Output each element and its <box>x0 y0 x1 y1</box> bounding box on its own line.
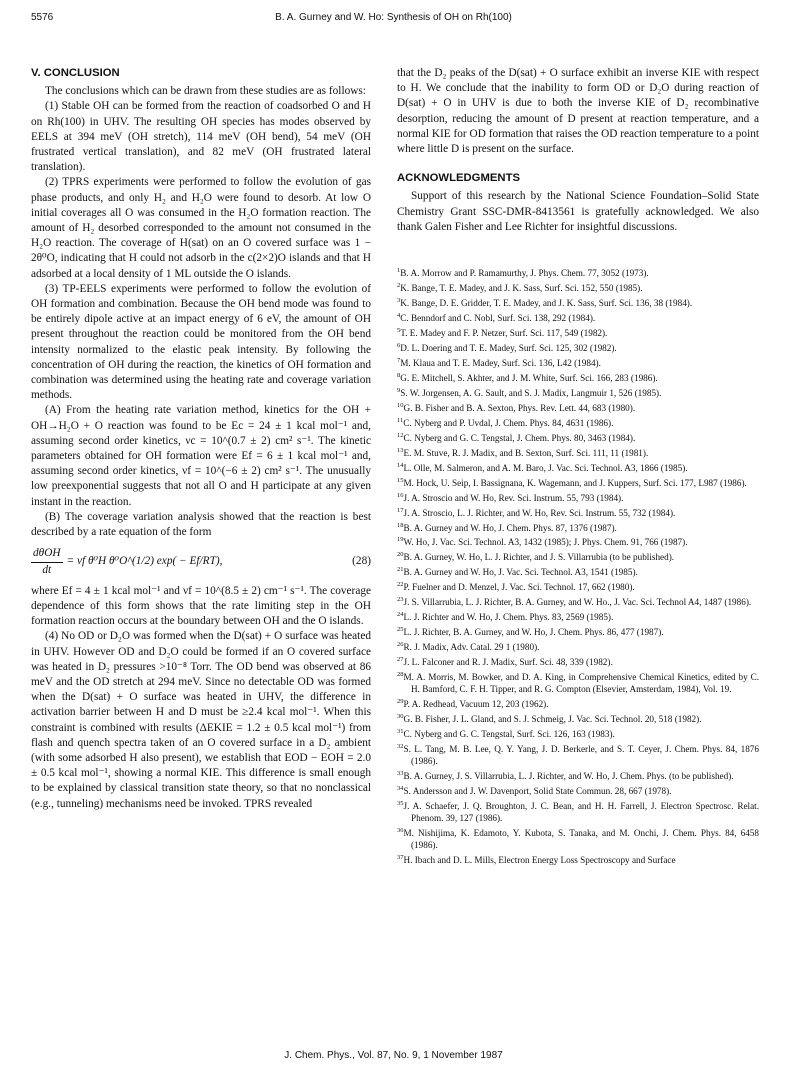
reference-number: 29 <box>397 698 404 706</box>
reference-number: 11 <box>397 416 404 424</box>
reference-number: 10 <box>397 401 404 409</box>
reference-item <box>397 783 759 798</box>
reference-number: 6 <box>397 341 401 349</box>
reference-item <box>397 825 759 852</box>
journal-footer: J. Chem. Phys., Vol. 87, No. 9, 1 November 1987 <box>284 1050 503 1061</box>
reference-item <box>397 624 759 639</box>
reference-text: G. B. Fisher and B. A. Sexton, Phys. Rev. Lett. 44, 683 (1980). <box>403 402 636 413</box>
reference-item <box>397 534 759 549</box>
reference-item <box>397 415 759 430</box>
reference-item <box>397 798 759 825</box>
reference-item <box>397 310 759 325</box>
reference-text: B. A. Gurney and W. Ho, J. Vac. Sci. Technol. A3, 1541 (1985). <box>403 567 638 578</box>
reference-item <box>397 430 759 445</box>
reference-number: 12 <box>397 431 404 439</box>
reference-item <box>397 505 759 520</box>
reference-text: L. J. Richter and W. Ho, J. Chem. Phys. 83, 2569 (1985). <box>403 612 614 623</box>
reference-text: W. Ho, J. Vac. Sci. Technol. A3, 1432 (1985); J. Phys. Chem. 91, 766 (1987). <box>403 537 688 548</box>
reference-item <box>397 340 759 355</box>
reference-item <box>397 669 759 696</box>
reference-item <box>397 741 759 768</box>
reference-text: B. A. Gurney, J. S. Villarrubia, L. J. Richter, and W. Ho, J. Chem. Phys. (to be published). <box>403 770 734 781</box>
reference-number: 14 <box>397 461 404 469</box>
reference-item <box>397 385 759 400</box>
reference-number: 16 <box>397 491 404 499</box>
reference-number: 15 <box>397 476 404 484</box>
right-column <box>397 66 759 867</box>
conclusion-point-b-cont: where Ef = 4 ± 1 kcal mol⁻¹ and νf = 10^(8.5 ± 2) cm⁻¹ s⁻¹. The coverage dependence of this form shows that the rate limiting step in the OH formation reaction occurs at the boundary between OH and the O islands. <box>31 584 371 628</box>
reference-item <box>397 639 759 654</box>
reference-number: 35 <box>397 799 404 807</box>
reference-number: 27 <box>397 656 404 664</box>
reference-number: 1 <box>397 267 401 275</box>
reference-text: J. A. Schaefer, J. Q. Broughton, J. C. Bean, and H. H. Farrell, J. Electron Spectrosc. Relat. Phenom. 39, 127 (1986). <box>403 800 759 823</box>
reference-text: T. E. Madey and F. P. Netzer, Surf. Sci. 117, 549 (1982). <box>400 327 608 338</box>
reference-number: 21 <box>397 566 404 574</box>
reference-text: M. A. Morris, M. Bowker, and D. A. King, in Comprehensive Chemical Kinetics, edited by C. H. Bamford, C. F. H. Tipper, and R. G. Compton (Elsevier, Amsterdam, 1984), Vol. 19. <box>403 672 759 695</box>
conclusion-point-4: (4) No OD or D₂O was formed when the D(sat) + O surface was heated in UHV. However OD and D₂O could be formed if an O covered surface was heated in D₂ pressures >10⁻⁸ Torr. The OD bend was observed at 86 meV and the OD stretch at 294 meV. Since no detectable OD was formed when the D(sat) + O surface was heated in UHV, the difference in activation barrier between H and D must be ≥2.4 kcal mol⁻¹. When this constraint is combined with results (ΔEKIE = 1.2 ± 0.5 kcal mol⁻¹) from flash and quench spectra taken of an O covered surface in a D₂ ambient (with some adsorbed H also present), we establish that EOD − EOH = 2.0 ± 0.5 kcal mol⁻¹, showing a normal KIE. This difference is small enough to be explained by classical transition state theory, so that no nonclassical (e.g., tunneling) mechanisms need be invoked. TPRS revealed <box>31 630 371 810</box>
reference-text: L. J. Richter, B. A. Gurney, and W. Ho, J. Chem. Phys. 86, 477 (1987). <box>403 627 664 638</box>
conclusion-point-b: (B) The coverage variation analysis showed that the reaction is best described by a rate equation of the form <box>31 510 371 539</box>
reference-item <box>397 726 759 741</box>
reference-item <box>397 475 759 490</box>
reference-text: C. Benndorf and C. Nobl, Surf. Sci. 138, 292 (1984). <box>400 313 596 323</box>
reference-item <box>397 370 759 385</box>
reference-text: H. Ibach and D. L. Mills, Electron Energy Loss Spectroscopy and Surface <box>403 854 676 865</box>
reference-text: J. S. Villarrubia, L. J. Richter, B. A. Gurney, and W. Ho., J. Vac. Sci. Technol A4, 1487 (1986). <box>403 597 752 608</box>
reference-item <box>397 696 759 711</box>
reference-number: 26 <box>397 641 404 649</box>
equation-rhs: = νf θ⁰H θ⁰O^(1/2) exp( − Ef/RT), <box>66 555 223 568</box>
reference-text: B. A. Gurney and W. Ho, J. Chem. Phys. 87, 1376 (1987). <box>403 522 617 533</box>
reference-item <box>397 609 759 624</box>
reference-number: 17 <box>397 506 404 514</box>
equation-denominator: dt <box>42 563 52 576</box>
reference-text: D. L. Doering and T. E. Madey, Surf. Sci. 125, 302 (1982). <box>400 342 617 353</box>
conclusion-point-a: (A) From the heating rate variation method, kinetics for the OH + OH→H₂O + O reaction was found to be Ec = 24 ± 1 kcal mol⁻¹ and, assuming second order kinetics, νc = 10^(0.7 ± 2) cm² s⁻¹. The kinetic parameters obtained for OH formation were Ef = 6 ± 1 kcal mol⁻¹ and, assuming second order kinetics, νf = 10^(−6 ± 2) cm² s⁻¹. The unusually low preexponential suggests that not all O and H participate at any given instant in the reaction. <box>31 404 371 508</box>
reference-text: G. E. Mitchell, S. Akhter, and J. M. White, Surf. Sci. 166, 283 (1986). <box>400 372 658 383</box>
equation-fraction <box>31 546 63 577</box>
reference-text: R. J. Madix, Adv. Catal. 29 1 (1980). <box>403 642 540 653</box>
reference-number: 9 <box>397 386 401 394</box>
reference-text: P. Fuelner and D. Menzel, J. Vac. Sci. Technol. 17, 662 (1980). <box>403 582 635 593</box>
left-column <box>31 66 371 812</box>
reference-item <box>397 280 759 295</box>
reference-number: 33 <box>397 769 404 777</box>
reference-text: G. B. Fisher, J. L. Gland, and S. J. Schmeig, J. Vac. Sci. Technol. 20, 518 (1982). <box>403 714 702 725</box>
conclusion-continuation: that the D₂ peaks of the D(sat) + O surface exhibit an inverse KIE with respect to H. We conclude that the inability to form OD or D₂O during reaction of D(sat) + O in UHV is due to both the inverse KIE of D₂ recombinative desorption, reducing the amount of D present at reaction temperature, and a normal KIE for OD formation that raises the OD reaction temperature to a point where little D is present on the surface. <box>397 67 759 156</box>
reference-item <box>397 400 759 415</box>
conclusion-heading: V. CONCLUSION <box>31 67 120 79</box>
reference-item <box>397 265 759 280</box>
reference-number: 20 <box>397 551 404 559</box>
reference-number: 19 <box>397 536 404 544</box>
reference-text: P. A. Redhead, Vacuum 12, 203 (1962). <box>403 699 549 710</box>
reference-number: 3 <box>397 296 401 304</box>
reference-item <box>397 564 759 579</box>
reference-text: M. Klaua and T. E. Madey, Surf. Sci. 136, L42 (1984). <box>400 357 601 368</box>
reference-text: S. L. Tang, M. B. Lee, Q. Y. Yang, J. D. Berkerle, and S. T. Ceyer, J. Chem. Phys. 84, 1876 (1986). <box>403 744 759 766</box>
reference-item <box>397 490 759 505</box>
reference-text: K. Bange, D. E. Gridder, T. E. Madey, and J. K. Sass, Surf. Sci. 136, 38 (1984). <box>400 298 693 309</box>
reference-text: S. Andersson and J. W. Davenport, Solid State Commun. 28, 667 (1978). <box>403 785 672 796</box>
reference-text: E. M. Stuve, R. J. Madix, and B. Sexton, Surf. Sci. 111, 11 (1981). <box>403 447 649 458</box>
acknowledgments-heading: ACKNOWLEDGMENTS <box>397 172 521 185</box>
reference-text: C. Nyberg and G. C. Tengstal, Surf. Sci. 126, 163 (1983). <box>403 729 615 740</box>
running-title: B. A. Gurney and W. Ho: Synthesis of OH on Rh(100) <box>275 12 512 23</box>
reference-number: 8 <box>397 371 401 379</box>
equation-28 <box>31 546 371 577</box>
reference-number: 30 <box>397 713 404 721</box>
reference-number: 2 <box>397 282 401 289</box>
reference-number: 25 <box>397 626 404 634</box>
reference-item <box>397 355 759 370</box>
reference-number: 5 <box>397 326 401 334</box>
reference-text: M. Hock, U. Seip, I. Bassignana, K. Wagemann, and J. Kuppers, Surf. Sci. 177, L987 (1986). <box>403 477 747 488</box>
equation-number: (28) <box>352 555 371 568</box>
reference-text: S. W. Jorgensen, A. G. Sault, and S. J. Madix, Langmuir 1, 526 (1985). <box>400 387 662 398</box>
reference-item <box>397 460 759 475</box>
reference-item <box>397 594 759 609</box>
reference-text: L. Olle, M. Salmeron, and A. M. Baro, J. Vac. Sci. Technol. A3, 1866 (1985). <box>403 462 688 473</box>
reference-text: B. A. Morrow and P. Ramamurthy, J. Phys. Chem. 77, 3052 (1973). <box>400 268 649 279</box>
reference-text: J. A. Stroscio and W. Ho, Rev. Sci. Instrum. 55, 793 (1984). <box>403 492 624 503</box>
reference-number: 28 <box>397 671 404 679</box>
conclusion-point-2: (2) TPRS experiments were performed to follow the evolution of gas phase products, and only H₂ and H₂O were found to desorb. At low O initial coverages all O was consumed in the H₂O formation reaction. The amount of H₂ desorbed corresponded to the amount not consumed in the H₂O reaction. The coverage of H(sat) on an O covered surface was 1 − 2θ⁰O, indicating that H could not adsorb in the c(2×2)O islands and that H adsorbed at a local density of 1 ML outside the O islands. <box>31 176 371 280</box>
reference-item <box>397 549 759 564</box>
reference-text: M. Nishijima, K. Edamoto, Y. Kubota, S. Tanaka, and M. Onchi, J. Chem. Phys. 84, 6458 (1986). <box>403 827 759 850</box>
reference-number: 4 <box>397 311 401 319</box>
reference-item <box>397 579 759 594</box>
conclusion-intro: The conclusions which can be drawn from these studies are as follows: <box>45 85 366 98</box>
reference-text: J. L. Falconer and R. J. Madix, Surf. Sci. 48, 339 (1982). <box>403 657 613 668</box>
reference-item <box>397 711 759 726</box>
reference-text: K. Bange, T. E. Madey, and J. K. Sass, Surf. Sci. 152, 550 (1985). <box>400 283 643 294</box>
equation-numerator: dθOH <box>31 546 63 562</box>
reference-number: 22 <box>397 581 404 589</box>
reference-text: B. A. Gurney, W. Ho, L. J. Richter, and J. S. Villarrubia (to be published). <box>403 552 675 563</box>
reference-item <box>397 654 759 669</box>
page-number: 5576 <box>31 12 54 23</box>
reference-text: C. Nyberg and G. C. Tengstal, J. Chem. Phys. 80, 3463 (1984). <box>403 432 636 443</box>
reference-number: 23 <box>397 596 404 604</box>
reference-number: 18 <box>397 521 404 529</box>
reference-item <box>397 520 759 535</box>
reference-item <box>397 445 759 460</box>
reference-item <box>397 768 759 783</box>
reference-item <box>397 325 759 340</box>
reference-number: 13 <box>397 446 404 454</box>
reference-item <box>397 852 759 867</box>
reference-number: 31 <box>397 728 404 735</box>
reference-number: 34 <box>397 784 404 792</box>
reference-item <box>397 295 759 310</box>
reference-number: 32 <box>397 742 404 750</box>
reference-list <box>397 265 759 866</box>
conclusion-point-1: (1) Stable OH can be formed from the reaction of coadsorbed O and H on Rh(100) in UHV. The resulting OH species has modes observed by EELS at 394 meV (OH stretch), 114 meV (OH bend), 54 meV (OH frustrated vertical translation), and 82 meV (OH frustrated lateral translation). <box>31 100 371 174</box>
acknowledgments-text: Support of this research by the National Science Foundation–Solid State Chemistry Grant SSC-DMR-8413561 is gratefully acknowledged. We also thank Galen Fisher and Lee Richter for insightful discussions. <box>397 190 759 233</box>
reference-number: 24 <box>397 611 404 619</box>
reference-number: 7 <box>397 356 401 364</box>
reference-number: 37 <box>397 853 404 861</box>
conclusion-point-3: (3) TP-EELS experiments were performed to follow the evolution of OH formation and combination. Because the OH bend mode was found to be entirely dipole active at an impact energy of 6 eV, the amount of OH present throughout the reaction could be monitored from the OH bend intensity normalized to the elastic peak intensity. By following the concentration of OH during the reaction, the kinetics of OH formation and combination was determined using the heating rate and coverage variation methods. <box>31 282 371 402</box>
reference-number: 36 <box>397 826 404 834</box>
reference-text: J. A. Stroscio, L. J. Richter, and W. Ho, Rev. Sci. Instrum. 55, 732 (1984). <box>403 507 676 518</box>
reference-text: C. Nyberg and P. Uvdal, J. Chem. Phys. 84, 4631 (1986). <box>403 417 614 428</box>
